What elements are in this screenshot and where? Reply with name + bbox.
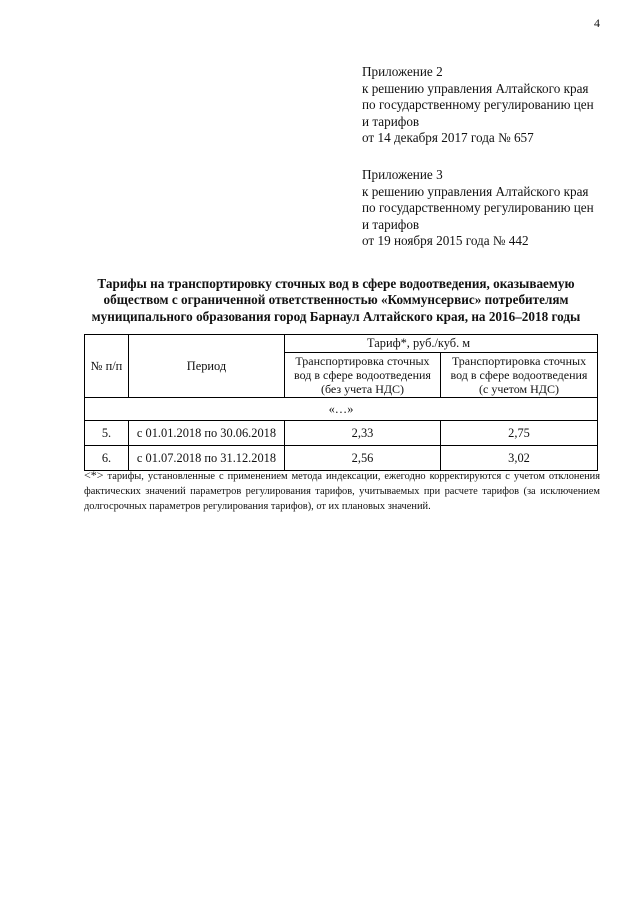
appendix-line: и тарифов: [362, 216, 420, 232]
tariff-table: [84, 334, 598, 471]
appendix-line: к решению управления Алтайского края: [362, 183, 589, 199]
document-title: [70, 276, 602, 325]
table-row: [85, 446, 598, 471]
title-line: Тарифы на транспортировку сточных вод в сфере водоотведения, оказываемую: [97, 276, 575, 291]
appendix-line: по государственному регулированию цен: [362, 200, 594, 216]
appendix-line: к решению управления Алтайского края: [362, 80, 589, 96]
header-line: Транспортировка сточных: [451, 354, 587, 368]
header-tariff: Тариф*, руб./куб. м: [285, 335, 598, 353]
title-line: муниципального образования город Барнаул Алтайского края, на 2016–2018 годы: [91, 308, 581, 324]
cell-with-vat: 2,75: [441, 421, 598, 446]
cell-without-vat: 2,33: [285, 421, 441, 446]
table-row: [85, 421, 598, 446]
cell-with-vat: 3,02: [441, 446, 598, 471]
cell-period: с 01.07.2018 по 31.12.2018: [129, 446, 285, 471]
header-line: (с учетом НДС): [479, 382, 559, 396]
appendix-2-header: [362, 64, 612, 147]
header-line: вод в сфере водоотведения: [450, 368, 588, 382]
footnote-mark: <*>: [84, 468, 104, 482]
header-num: № п/п: [85, 335, 129, 398]
table-row-ellipsis: [85, 398, 598, 421]
header-period: Период: [129, 335, 285, 398]
header-line: Транспортировка сточных: [295, 354, 430, 368]
cell-num: 5.: [85, 421, 129, 446]
cell-num: 6.: [85, 446, 129, 471]
header-with-vat: [441, 353, 598, 398]
appendix-line: Приложение 2: [362, 64, 443, 79]
ellipsis-cell: «…»: [85, 398, 598, 421]
appendix-line: от 14 декабря 2017 года № 657: [362, 130, 534, 146]
appendix-line: от 19 ноября 2015 года № 442: [362, 233, 529, 249]
footnote-text: тарифы, установленные с применением метода индексации, ежегодно корректируются с учетом отклонения фактических значений параметров регулирования тарифов, учитываемых при расчете тарифов (за исключением долгосрочных параметров регулирования тарифов), от их плановых значений.: [84, 471, 600, 512]
appendix-line: по государственному регулированию цен: [362, 97, 594, 113]
header-without-vat: [285, 353, 441, 398]
title-line: обществом с ограниченной ответственностью «Коммунсервис» потребителям: [103, 292, 569, 308]
appendix-line: Приложение 3: [362, 167, 443, 182]
footnote: [84, 468, 600, 514]
appendix-line: и тарифов: [362, 113, 420, 129]
cell-without-vat: 2,56: [285, 446, 441, 471]
header-line: вод в сфере водоотведения: [294, 368, 431, 382]
cell-period: с 01.01.2018 по 30.06.2018: [129, 421, 285, 446]
header-line: (без учета НДС): [320, 382, 405, 396]
page-number: 4: [594, 16, 600, 30]
appendix-3-header: [362, 167, 612, 250]
